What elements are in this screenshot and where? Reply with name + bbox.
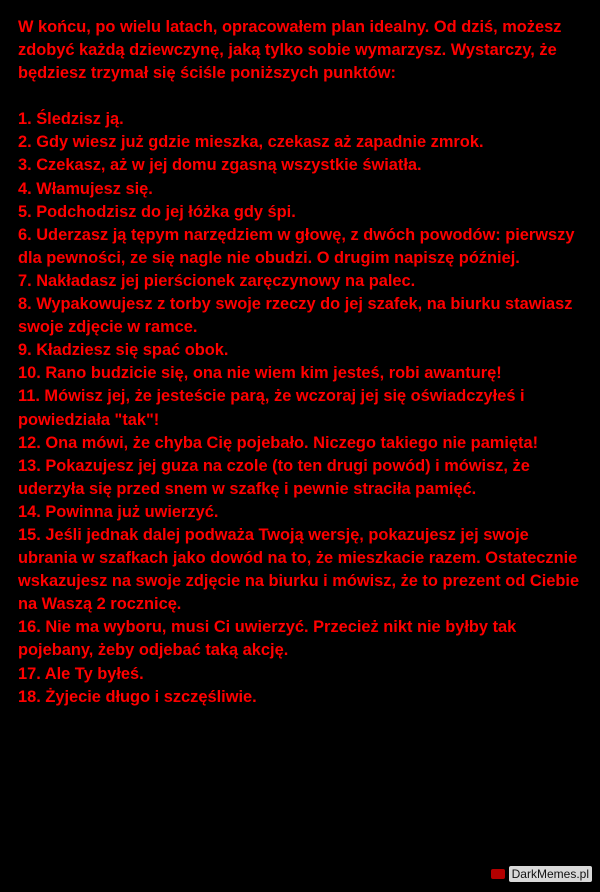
list-item: 16. Nie ma wyboru, musi Ci uwierzyć. Przecież nikt nie byłby tak pojebany, żeby odjebać taką akcję.	[18, 618, 517, 660]
list-item: 12. Ona mówi, że chyba Cię pojebało. Niczego takiego nie pamięta!	[18, 433, 539, 452]
watermark-logo-icon	[491, 869, 505, 879]
list-item: 15. Jeśli jednak dalej podważa Twoją wersję, pokazujesz jej swoje ubrania w szafkach jako dowód na to, że mieszkacie razem. Ostatecznie wskazujesz na swoje zdjęcie na biurku i mówisz, że to prezent od Ciebie na Waszą 2 rocznicę.	[18, 525, 580, 614]
list-item: 8. Wypakowujesz z torby swoje rzeczy do jej szafek, na biurku stawiasz swoje zdjęcie w ramce.	[18, 295, 573, 337]
list-item: 11. Mówisz jej, że jesteście parą, że wczoraj jej się oświadczyłeś i powiedziała "tak"!	[18, 387, 525, 429]
list-item: 17. Ale Ty byłeś.	[18, 664, 144, 683]
list-item: 6. Uderzasz ją tępym narzędziem w głowę, z dwóch powodów: pierwszy dla pewności, ze się nagle nie obudzi. O drugim napiszę później.	[18, 225, 575, 267]
list-item: 9. Kładziesz się spać obok.	[18, 341, 229, 360]
meme-text	[18, 16, 584, 709]
list-item: 13. Pokazujesz jej guza na czole (to ten drugi powód) i mówisz, że uderzyła się przed snem w szafkę i pewnie straciła pamięć.	[18, 456, 530, 498]
list-item: 14. Powinna już uwierzyć.	[18, 502, 219, 521]
list-item: 4. Włamujesz się.	[18, 179, 153, 198]
list-item: 7. Nakładasz jej pierścionek zaręczynowy na palec.	[18, 271, 416, 290]
list-item: 5. Podchodzisz do jej łóżka gdy śpi.	[18, 202, 296, 221]
list-item: 3. Czekasz, aż w jej domu zgasną wszystkie światła.	[18, 156, 422, 175]
watermark	[491, 866, 592, 882]
list-item: 2. Gdy wiesz już gdzie mieszka, czekasz aż zapadnie zmrok.	[18, 133, 484, 152]
watermark-text: DarkMemes.pl	[509, 866, 592, 882]
list-item: 1. Śledzisz ją.	[18, 110, 124, 129]
list-item: 10. Rano budzicie się, ona nie wiem kim jesteś, robi awanturę!	[18, 364, 502, 383]
list-item: 18. Żyjecie długo i szczęśliwie.	[18, 687, 257, 706]
intro-paragraph: W końcu, po wielu latach, opracowałem plan idealny. Od dziś, możesz zdobyć każdą dziewczynę, jaką tylko sobie wymarzysz. Wystarczy, że będziesz trzymał się ściśle poniższych punktów:	[18, 18, 562, 83]
